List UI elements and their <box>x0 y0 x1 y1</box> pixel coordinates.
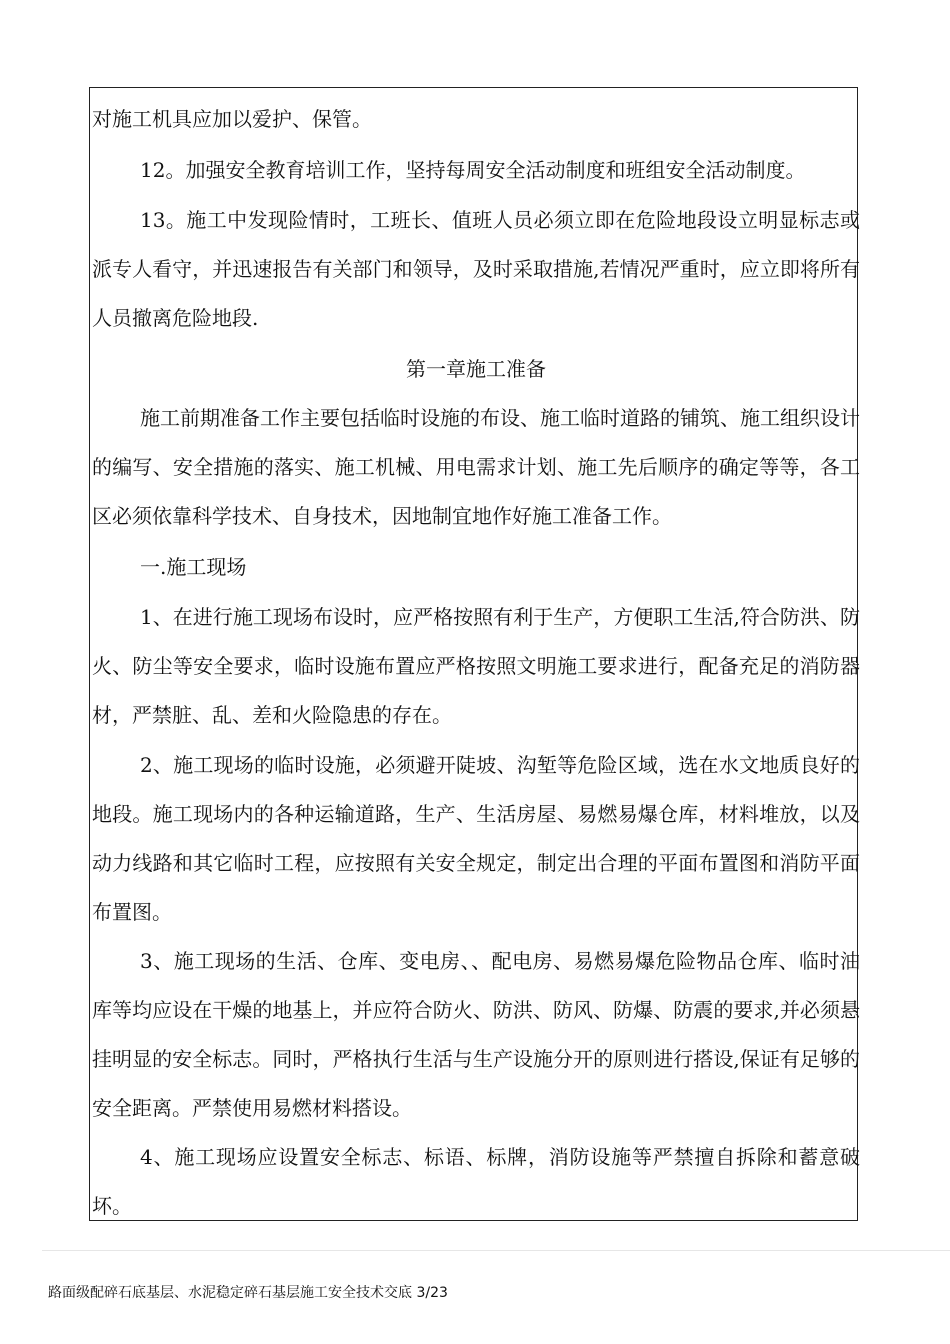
chapter-heading: 第一章施工准备 <box>406 357 546 381</box>
footer-divider <box>42 1250 950 1251</box>
paragraph-6: 2、施工现场的临时设施，必须避开陡坡、沟堑等危险区域，选在水文地质良好的地段。施工现场内的各种运输道路，生产、生活房屋、易燃易爆仓库，材料堆放，以及动力线路和其它临时工程，应按照有关安全规定，制定出合理的平面布置图和消防平面布置图。 <box>92 753 860 924</box>
page-footer: 路面级配碎石底基层、水泥稳定碎石基层施工安全技术交底 3/23 <box>48 1285 448 1301</box>
paragraph-4: 施工前期准备工作主要包括临时设施的布设、施工临时道路的铺筑、施工组织设计的编写、安全措施的落实、施工机械、用电需求计划、施工先后顺序的确定等等，各工区必须依靠科学技术、自身技术，因地制宜地作好施工准备工作。 <box>92 406 860 528</box>
paragraph-3: 13。施工中发现险情时，工班长、值班人员必须立即在危险地段设立明显标志或派专人看守，并迅速报告有关部门和领导，及时采取措施,若情况严重时，应立即将所有人员撤离危险地段. <box>92 208 860 330</box>
paragraph-2: 12。加强安全教育培训工作，坚持每周安全活动制度和班组安全活动制度。 <box>140 158 806 182</box>
section-heading: 一.施工现场 <box>140 555 247 579</box>
paragraph-7: 3、施工现场的生活、仓库、变电房、、配电房、易燃易爆危险物品仓库、临时油库等均应设在干燥的地基上，并应符合防火、防洪、防风、防爆、防震的要求,并必须悬挂明显的安全标志。同时，严格执行生活与生产设施分开的原则进行搭设,保证有足够的安全距离。严禁使用易燃材料搭设。 <box>92 949 860 1120</box>
paragraph-5: 1、在进行施工现场布设时，应严格按照有利于生产，方便职工生活,符合防洪、防火、防尘等安全要求，临时设施布置应严格按照文明施工要求进行，配备充足的消防器材，严禁脏、乱、差和火险隐患的存在。 <box>92 605 860 727</box>
paragraph-1: 对施工机具应加以爱护、保管。 <box>92 107 372 131</box>
paragraph-8: 4、施工现场应设置安全标志、标语、标牌，消防设施等严禁擅自拆除和蓄意破坏。 <box>92 1145 860 1218</box>
